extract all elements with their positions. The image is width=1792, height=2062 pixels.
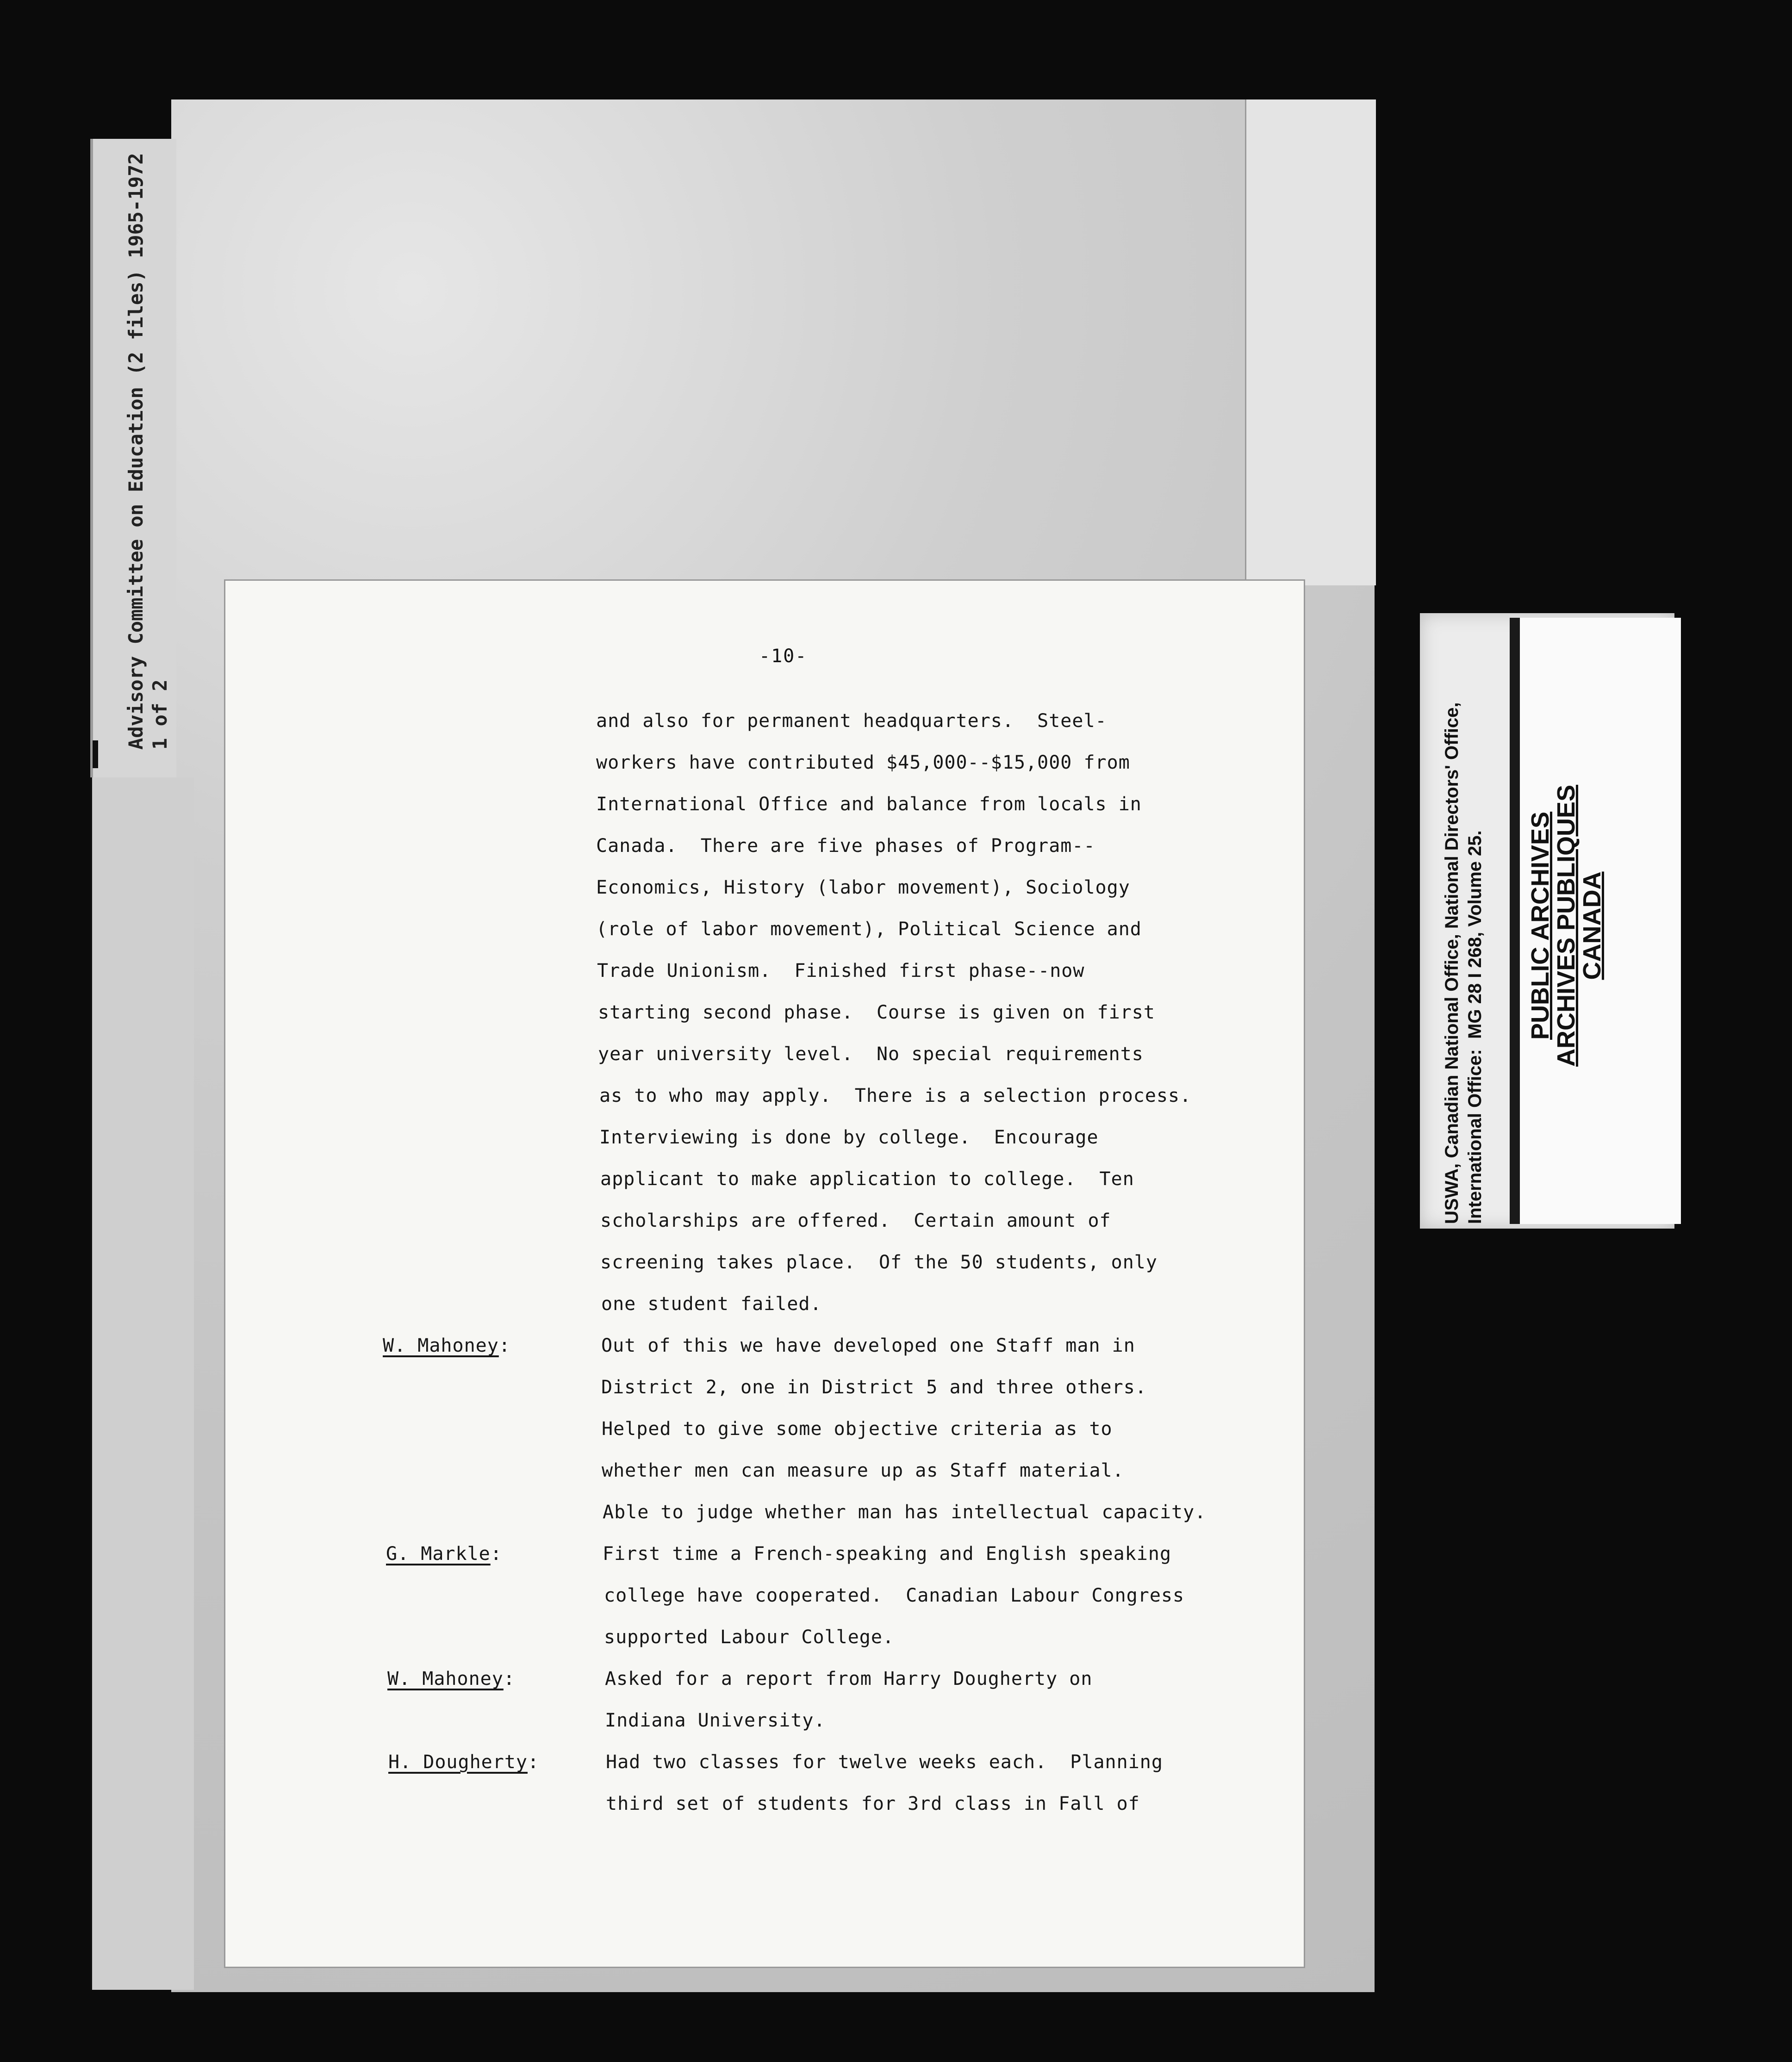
folder-tab-label: [124, 153, 172, 750]
body-line: one student failed.: [601, 1293, 822, 1315]
stamp-line-1: PUBLIC ARCHIVES: [1526, 811, 1554, 1040]
tab-marker: [93, 740, 98, 768]
body-line: First time a French-speaking and English speaking: [603, 1543, 1172, 1565]
body-line: college have cooperated. Canadian Labour Congress: [604, 1585, 1185, 1606]
speaker-label: W. Mahoney:: [387, 1668, 515, 1689]
body-line: year university level. No special requirements: [598, 1043, 1144, 1065]
speaker-name: G. Markle: [386, 1543, 491, 1565]
speaker-name: H. Dougherty: [388, 1751, 528, 1773]
body-line: workers have contributed $45,000--$15,000 from: [596, 752, 1130, 773]
body-line: Had two classes for twelve weeks each. Planning: [606, 1751, 1163, 1773]
body-line: as to who may apply. There is a selection process.: [599, 1085, 1192, 1106]
folder-tab-title: Advisory Committee on Education (2 files) 1965-1972: [124, 153, 147, 750]
speaker-label: G. Markle:: [386, 1543, 502, 1565]
speaker-label: W. Mahoney:: [383, 1335, 510, 1356]
stamp-line-3: CANADA: [1578, 871, 1606, 980]
stamp-line-2: ARCHIVES PUBLIQUES: [1552, 784, 1580, 1067]
folder-right-strip: [1245, 99, 1376, 585]
folder-tab-part: 1 of 2: [149, 679, 171, 750]
body-line: Asked for a report from Harry Dougherty on: [605, 1668, 1093, 1689]
body-line: scholarships are offered. Certain amount of: [600, 1210, 1111, 1231]
speaker-name: W. Mahoney: [387, 1668, 504, 1689]
body-line: screening takes place. Of the 50 students, only: [600, 1252, 1157, 1273]
body-line: supported Labour College.: [604, 1627, 895, 1648]
body-line: whether men can measure up as Staff material.: [602, 1460, 1124, 1481]
page-number: -10-: [759, 646, 808, 667]
body-line: starting second phase. Course is given on first: [598, 1002, 1155, 1023]
body-line: International Office and balance from locals in: [596, 794, 1142, 815]
archive-citation: [1440, 702, 1487, 1224]
folder-edge: [90, 777, 194, 1990]
body-line: Helped to give some objective criteria as to: [602, 1418, 1113, 1440]
body-line: (role of labor movement), Political Science and: [596, 919, 1142, 940]
body-line: Canada. There are five phases of Program--: [596, 835, 1095, 857]
body-line: third set of students for 3rd class in Fall of: [606, 1793, 1140, 1814]
body-line: Able to judge whether man has intellectual capacity.: [603, 1502, 1207, 1523]
body-line: Economics, History (labor movement), Sociology: [596, 877, 1130, 898]
body-line: Indiana University.: [605, 1710, 826, 1731]
body-line: and also for permanent headquarters. Steel-: [596, 710, 1107, 732]
body-line: Interviewing is done by college. Encourage: [599, 1127, 1099, 1148]
speaker-label: H. Dougherty:: [388, 1751, 540, 1773]
body-line: applicant to make application to college. Ten: [600, 1168, 1134, 1190]
body-line: Trade Unionism. Finished first phase--now: [597, 960, 1085, 981]
archive-stamp: [1527, 785, 1605, 1067]
speaker-name: W. Mahoney: [383, 1335, 499, 1356]
citation-line-1: USWA, Canadian National Office, National Directors' Office,: [1442, 702, 1462, 1224]
body-line: Out of this we have developed one Staff man in: [601, 1335, 1135, 1356]
citation-line-2: International Office: MG 28 I 268, Volume 25.: [1465, 830, 1485, 1224]
body-line: District 2, one in District 5 and three others.: [601, 1377, 1147, 1398]
